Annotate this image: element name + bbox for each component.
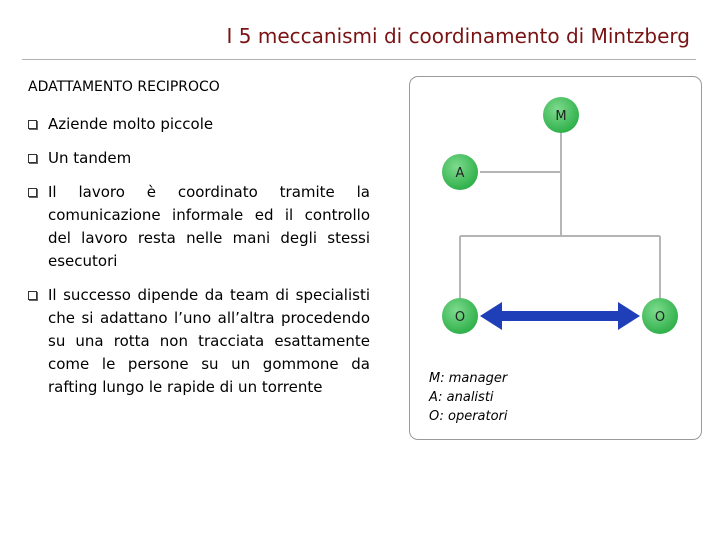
title-divider bbox=[22, 59, 696, 60]
bullet-text: Un tandem bbox=[48, 149, 132, 167]
bullet-text: Aziende molto piccole bbox=[48, 115, 214, 133]
bullet-item bbox=[28, 113, 370, 136]
diagram-panel bbox=[409, 76, 702, 440]
node-label: M bbox=[555, 109, 567, 124]
node-label: A bbox=[455, 166, 465, 181]
node-operator-left bbox=[442, 298, 478, 334]
node-analyst bbox=[442, 154, 478, 190]
checkbox-bullet-icon bbox=[28, 154, 37, 163]
node-label: O bbox=[454, 310, 466, 325]
node-label: O bbox=[654, 310, 666, 325]
bullet-item bbox=[28, 181, 370, 273]
diagram-legend bbox=[429, 369, 508, 426]
node-manager bbox=[543, 97, 579, 133]
bullet-text: Il successo dipende da team di specialisti che si adattano l’uno all’altra procedendo su una rotta non tracciata esattamente come le persone su un gommone da rafting lungo le rapide di un torrente bbox=[48, 286, 370, 396]
bullet-text: Il lavoro è coordinato tramite la comunicazione informale ed il controllo del lavoro resta nelle mani degli stessi esecutori bbox=[48, 183, 370, 270]
checkbox-bullet-icon bbox=[28, 120, 37, 129]
checkbox-bullet-icon bbox=[28, 291, 37, 300]
double-arrow-icon bbox=[480, 302, 640, 330]
legend-item: M: manager bbox=[429, 371, 508, 386]
page-title: I 5 meccanismi di coordinamento di Mintzberg bbox=[226, 24, 690, 48]
bullet-item bbox=[28, 147, 370, 170]
bullet-item bbox=[28, 284, 370, 399]
legend-item: A: analisti bbox=[429, 390, 494, 405]
checkbox-bullet-icon bbox=[28, 188, 37, 197]
node-operator-right bbox=[642, 298, 678, 334]
bullet-list bbox=[28, 113, 370, 410]
section-heading: ADATTAMENTO RECIPROCO bbox=[28, 79, 220, 95]
coordination-diagram bbox=[410, 77, 701, 367]
legend-item: O: operatori bbox=[429, 409, 508, 424]
